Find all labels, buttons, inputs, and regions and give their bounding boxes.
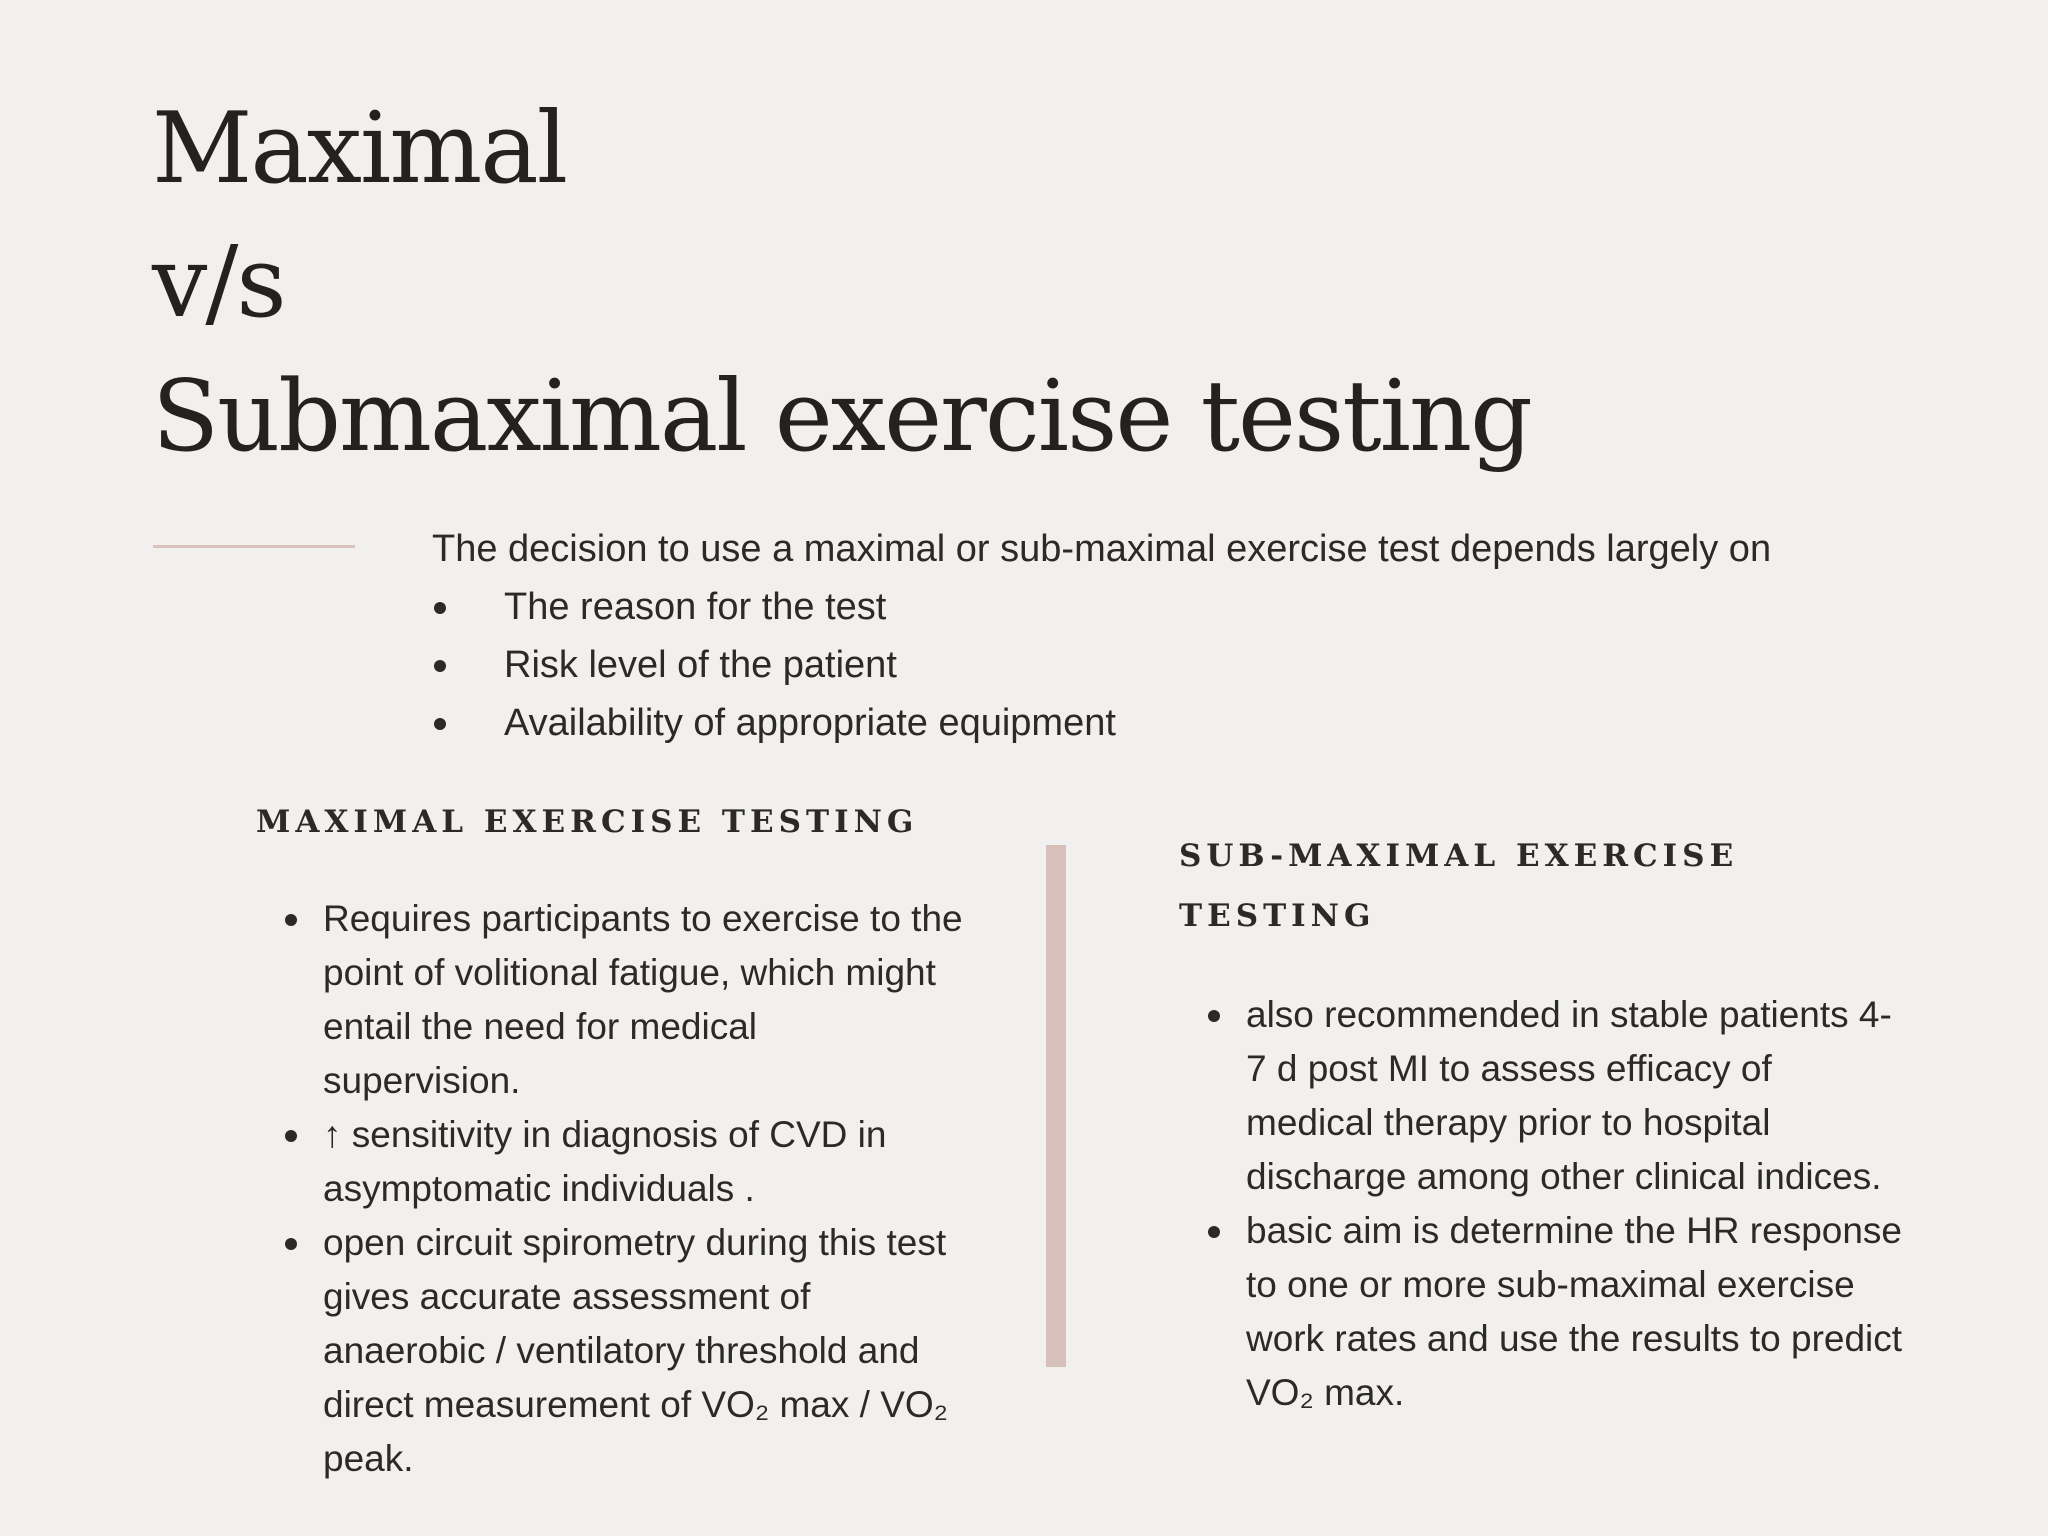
bullet-dot-icon: [285, 1130, 297, 1142]
maximal-bullet-text: ↑ sensitivity in diagnosis of CVD in asymptomatic individuals .: [323, 1114, 887, 1209]
intro-block: [432, 520, 1771, 752]
intro-bullet: [504, 694, 1771, 752]
maximal-bullet: [323, 892, 963, 1108]
maximal-bullet-text: open circuit spirometry during this test gives accurate assessment of anaerobic / ventilatory threshold and direct measurement of VO₂ max / VO₂ peak.: [323, 1222, 949, 1479]
maximal-bullet-text: Requires participants to exercise to the point of volitional fatigue, which might entail the need for medical supervision.: [323, 898, 963, 1101]
slide-title: [152, 82, 1531, 484]
bullet-dot-icon: [1208, 1226, 1220, 1238]
submaximal-bullet-text: basic aim is determine the HR response to one or more sub-maximal exercise work rates and use the results to predict VO₂ max.: [1246, 1210, 1903, 1413]
bullet-dot-icon: [434, 718, 446, 730]
intro-bullet: [504, 578, 1771, 636]
maximal-bullet: [323, 1108, 963, 1216]
maximal-bullet-list: [323, 892, 963, 1486]
submaximal-bullet-text: also recommended in stable patients 4-7 d post MI to assess efficacy of medical therapy prior to hospital discharge among other clinical indices.: [1246, 994, 1892, 1197]
maximal-bullet: [323, 1216, 963, 1486]
intro-lead: The decision to use a maximal or sub-maximal exercise test depends largely on: [432, 528, 1772, 570]
title-line-vs: v/s: [152, 226, 285, 340]
title-line-submaximal: Submaximal exercise testing: [152, 360, 1531, 474]
submaximal-bullet: [1246, 1204, 1906, 1420]
intro-bullet-text: Availability of appropriate equipment: [504, 702, 1116, 744]
bullet-dot-icon: [434, 660, 446, 672]
intro-bullet-list: [504, 578, 1771, 752]
bullet-dot-icon: [434, 602, 446, 614]
maximal-heading: MAXIMAL EXERCISE TESTING: [256, 804, 919, 840]
submaximal-bullet-list: [1246, 988, 1906, 1420]
bullet-dot-icon: [1208, 1010, 1220, 1022]
title-line-maximal: Maximal: [152, 92, 567, 206]
submaximal-bullet: [1246, 988, 1906, 1204]
intro-bullet-text: The reason for the test: [504, 586, 887, 628]
column-divider: [1046, 845, 1066, 1367]
bullet-dot-icon: [285, 1238, 297, 1250]
submaximal-heading: SUB-MAXIMAL EXERCISE TESTING: [1179, 838, 1739, 934]
intro-bullet-text: Risk level of the patient: [504, 644, 897, 686]
accent-rule: [153, 545, 355, 548]
intro-bullet: [504, 636, 1771, 694]
bullet-dot-icon: [285, 914, 297, 926]
